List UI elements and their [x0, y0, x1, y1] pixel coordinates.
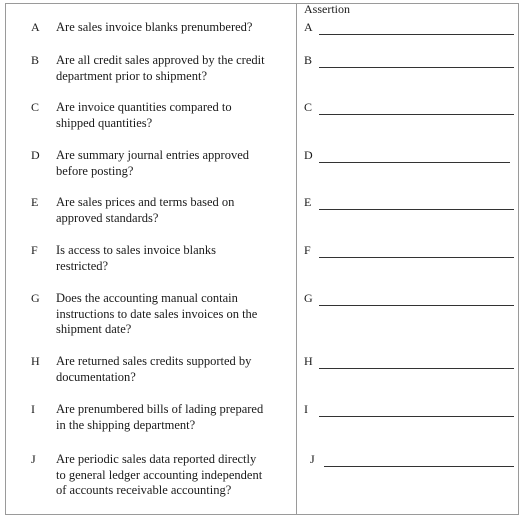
assertion-field-b[interactable] — [319, 67, 514, 68]
assertion-letter-f: F — [304, 243, 311, 257]
assertion-row-h — [304, 354, 514, 370]
question-letter-h: H — [31, 354, 40, 368]
assertion-letter-g: G — [304, 291, 313, 305]
question-letter-d: D — [31, 148, 40, 162]
assertion-field-a[interactable] — [319, 34, 514, 35]
column-divider — [296, 3, 297, 515]
assertion-letter-b: B — [304, 53, 313, 67]
assertion-row-g — [304, 291, 514, 307]
question-text-h: Are returned sales credits supported by documentation? — [56, 354, 252, 384]
question-text-e: Are sales prices and terms based on approved standards? — [56, 195, 235, 225]
question-text-d: Are summary journal entries approved before posting? — [56, 148, 249, 178]
assertion-field-d[interactable] — [319, 162, 510, 163]
question-letter-c: C — [31, 100, 40, 114]
assertion-field-c[interactable] — [319, 114, 514, 115]
question-letter-a: A — [31, 20, 40, 34]
assertion-row-c — [304, 100, 514, 116]
assertion-column-header: Assertion — [304, 2, 350, 16]
question-text-f: Is access to sales invoice blanks restricted? — [56, 243, 217, 273]
question-text-g: Does the accounting manual contain instructions to date sales invoices on the shipment date? — [56, 291, 258, 336]
assertion-row-e — [304, 195, 514, 211]
question-text-b: Are all credit sales approved by the credit department prior to shipment? — [56, 53, 265, 83]
assertion-field-h[interactable] — [319, 368, 514, 369]
assertion-field-i[interactable] — [319, 416, 514, 417]
question-text-a: Are sales invoice blanks prenumbered? — [56, 20, 253, 34]
assertion-letter-c: C — [304, 100, 313, 114]
assertion-letter-a: A — [304, 20, 313, 34]
assertion-field-f[interactable] — [319, 257, 514, 258]
question-text-c: Are invoice quantities compared to shipped quantities? — [56, 100, 232, 130]
question-letter-g: G — [31, 291, 40, 305]
question-letter-j: J — [31, 452, 36, 466]
question-text-j: Are periodic sales data reported directly to general ledger accounting independent of accounts receivable accounting? — [56, 452, 263, 497]
assertion-field-j[interactable] — [324, 466, 514, 467]
assertion-row-d — [304, 148, 510, 164]
question-letter-f: F — [31, 243, 38, 257]
assertion-row-i — [304, 402, 514, 418]
assertion-letter-j: J — [310, 452, 315, 466]
assertion-letter-i: I — [304, 402, 308, 416]
assertion-row-f — [304, 243, 514, 259]
assertion-field-e[interactable] — [319, 209, 514, 210]
assertion-field-g[interactable] — [319, 305, 514, 306]
question-text-i: Are prenumbered bills of lading prepared in the shipping department? — [56, 402, 264, 432]
assertion-row-j — [304, 452, 514, 468]
assertion-letter-e: E — [304, 195, 312, 209]
question-letter-e: E — [31, 195, 39, 209]
assertion-letter-h: H — [304, 354, 313, 368]
question-letter-b: B — [31, 53, 40, 67]
assertion-letter-d: D — [304, 148, 313, 162]
assertion-row-b — [304, 53, 514, 69]
question-letter-i: I — [31, 402, 35, 416]
assertion-row-a — [304, 20, 514, 36]
